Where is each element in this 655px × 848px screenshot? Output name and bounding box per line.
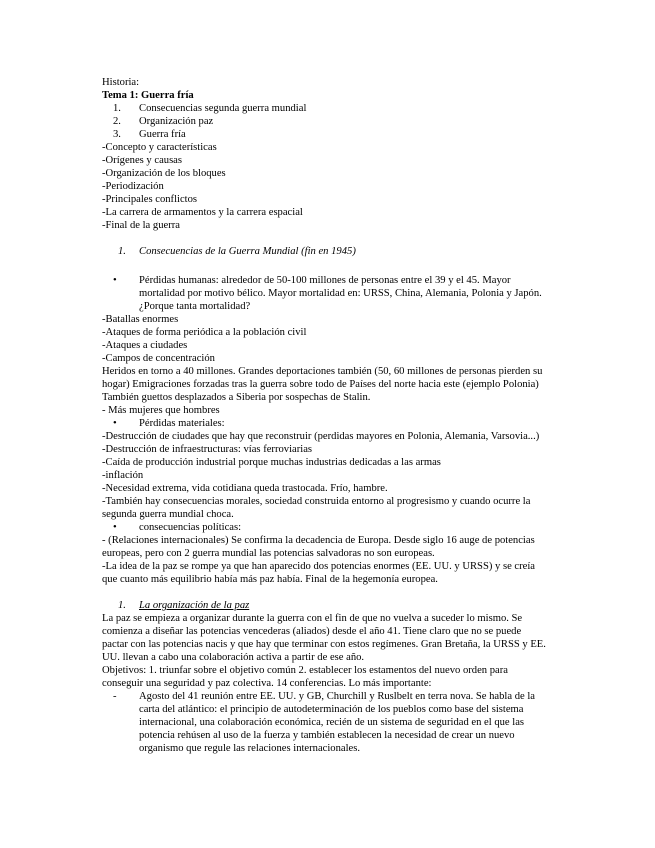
document-body (102, 76, 548, 755)
material-item: -Necesidad extrema, vida cotidiana queda trastocada. Frío, hambre. (102, 483, 388, 494)
material-item: -Destrucción de infraestructuras: vías ferroviarias (102, 444, 313, 455)
material-item: -Caída de producción industrial porque muchas industrias dedicadas a las armas (102, 457, 441, 468)
topic-text: Consecuencias segunda guerra mundial (139, 103, 307, 114)
cause-item: -Campos de concentración (102, 353, 215, 364)
bullet-item (102, 274, 548, 313)
mujeres-line: - Más mujeres que hombres (102, 405, 220, 416)
bullet-text: Pérdidas humanas: alrededor de 50-100 millones de personas entre el 39 y el 45. Mayor mortalidad por motivo bélico. Mayor mortalidad en: URSS, China, Alemania, Polonia y Japón. ¿Porque tanta mortalidad? (139, 275, 542, 312)
material-item: -inflación (102, 470, 144, 481)
subtopic-item: -Periodización (102, 181, 164, 192)
bullet-icon: • (113, 522, 117, 533)
paz-paragraph: La paz se empieza a organizar durante la guerra con el fin de que no vuelva a suceder lo mismo. Se comienza a diseñar las potencias vencederas (aliados) desde el año 41. Tiene claro que no se puede pactar con las potencias nacis y que hay que terminar con estos regímenes. Gran Bretaña, la URSS y EE. UU. llevan a cabo una colaboración activa a partir de ese año. (102, 613, 546, 663)
subtopic-item: -Final de la guerra (102, 220, 180, 231)
dash-marker: - (113, 691, 117, 702)
cause-item: -Ataques de forma periódica a la población civil (102, 327, 307, 338)
subject-label: Historia: (102, 77, 140, 88)
subtopic-item: -Organización de los bloques (102, 168, 226, 179)
section-title: La organización de la paz (139, 600, 250, 611)
material-item: -También hay consecuencias morales, sociedad construida entorno al progresismo y cuando ocurre la segunda guerra mundial choca. (102, 496, 531, 520)
subtopic-list (102, 141, 548, 232)
subtopic-item: -Orígenes y causas (102, 155, 183, 166)
topic-number: 2. (113, 116, 121, 127)
material-item: -Destrucción de ciudades que hay que reconstruir (perdidas mayores en Polonia, Alemania, Varsovia...) (102, 431, 540, 442)
topic-item (102, 115, 548, 128)
section-title: Consecuencias de la Guerra Mundial (fin en 1945) (139, 246, 356, 257)
political-item: - (Relaciones internacionales) Se confirma la decadencia de Europa. Desde siglo 16 auge de potencias europeas, pero con 2 guerra mundial las potencias salvadoras no son europeas. (102, 535, 535, 559)
bullet-icon: • (113, 275, 117, 286)
spacer (102, 586, 548, 599)
subtopic-item: -La carrera de armamentos y la carrera espacial (102, 207, 303, 218)
spacer (102, 258, 548, 274)
topic-text: Organización paz (139, 116, 214, 127)
section-heading (102, 599, 548, 612)
section-heading (102, 245, 548, 258)
tema-title: Tema 1: Guerra fría (102, 90, 194, 101)
cause-item: -Batallas enormes (102, 314, 179, 325)
bullet-item (102, 417, 548, 430)
dash-item (102, 690, 548, 755)
section-number: 1. (118, 600, 126, 611)
political-item: -La idea de la paz se rompe ya que han aparecido dos potencias enormes (EE. UU. y URSS) y se creía que cuanto más equilibrio había más paz había. Final de la hegemonía europea. (102, 561, 536, 585)
topic-number: 3. (113, 129, 121, 140)
topic-number: 1. (113, 103, 121, 114)
cause-item: -Ataques a ciudades (102, 340, 188, 351)
objetivos-paragraph: Objetivos: 1. triunfar sobre el objetivo común 2. establecer los estamentos del nuevo orden para conseguir una seguridad y paz colectiva. 14 conferencias. Lo más importante: (102, 665, 508, 689)
dash-item-text: Agosto del 41 reunión entre EE. UU. y GB, Churchill y Ruslbelt en terra nova. Se habla de la carta del atlántico: el principio de autodeterminación de los pueblos como base del sistema internacional, una colaboración económica, recién de un sistema de seguridad en el que las potencia rehúsen al uso de la fuerza y también establecen la necesidad de crear un nuevo organismo que regule las relaciones internacionales. (139, 691, 535, 754)
bullet-text: Pérdidas materiales: (139, 418, 225, 429)
subtopic-item: -Concepto y características (102, 142, 217, 153)
topic-text: Guerra fría (139, 129, 186, 140)
spacer (102, 232, 548, 245)
bullet-icon: • (113, 418, 117, 429)
topic-item (102, 102, 548, 115)
topic-item (102, 128, 548, 141)
heridos-paragraph: Heridos en torno a 40 millones. Grandes deportaciones también (50, 60 millones de personas pierden su hogar) Emigraciones forzadas tras la guerra sobre todo de Países del norte hacia este (ejemplo Polonia) También guettos desplazados a Siberia por sospechas de Stalin. (102, 366, 543, 403)
topic-list (102, 102, 548, 141)
bullet-text: consecuencias políticas: (139, 522, 242, 533)
subtopic-item: -Principales conflictos (102, 194, 198, 205)
section-number: 1. (118, 246, 126, 257)
bullet-item (102, 521, 548, 534)
